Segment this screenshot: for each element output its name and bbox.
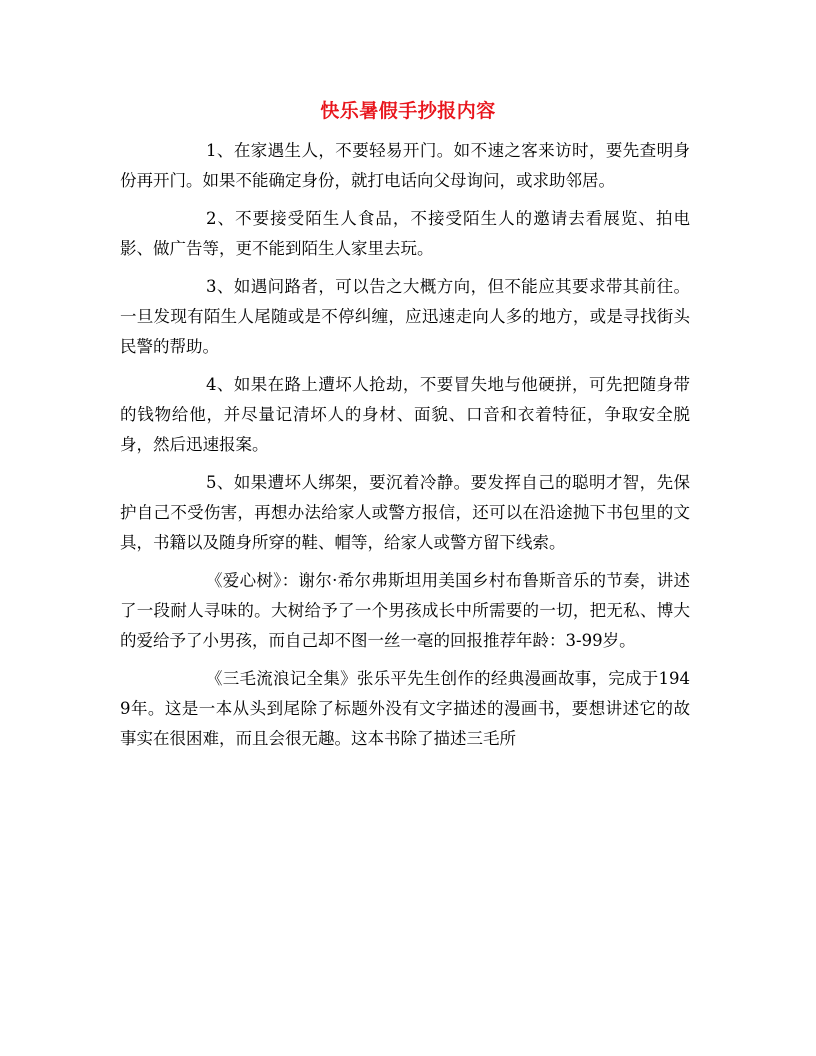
paragraph-book-sanmao: 《三毛流浪记全集》张乐平先生创作的经典漫画故事，完成于1949年。这是一本从头到尾除了标题外没有文字描述的漫画书，要想讲述它的故事实在很困难，而且会很无趣。这本书除了描述三毛所 xyxy=(120,669,690,748)
paragraph-safety-3: 3、如遇问路者，可以告之大概方向，但不能应其要求带其前往。一旦发现有陌生人尾随或是不停纠缠，应迅速走向人多的地方，或是寻找街头民警的帮助。 xyxy=(120,277,690,356)
paragraph-safety-5: 5、如果遭坏人绑架，要沉着冷静。要发挥自己的聪明才智，先保护自己不受伤害，再想办法给家人或警方报信，还可以在沿途抛下书包里的文具，书籍以及随身所穿的鞋、帽等，给家人或警方留下线索。 xyxy=(120,473,690,552)
paragraph-book-giving-tree: 《爱心树》：谢尔·希尔弗斯坦用美国乡村布鲁斯音乐的节奏，讲述了一段耐人寻味的。大树给予了一个男孩成长中所需要的一切，把无私、博大的爱给予了小男孩，而自己却不图一丝一毫的回报推荐年龄：3-99岁。 xyxy=(120,571,690,650)
paragraph-safety-1: 1、在家遇生人，不要轻易开门。如不速之客来访时，要先查明身份再开门。如果不能确定身份，就打电话向父母询问，或求助邻居。 xyxy=(120,141,690,190)
document-title: 快乐暑假手抄报内容 xyxy=(320,100,496,122)
paragraph-safety-4: 4、如果在路上遭坏人抢劫，不要冒失地与他硬拼，可先把随身带的钱物给他，并尽量记清坏人的身材、面貌、口音和衣着特征，争取安全脱身，然后迅速报案。 xyxy=(120,375,690,454)
document-body xyxy=(120,136,690,762)
paragraph-safety-2: 2、不要接受陌生人食品，不接受陌生人的邀请去看展览、拍电影、做广告等，更不能到陌生人家里去玩。 xyxy=(120,209,690,258)
